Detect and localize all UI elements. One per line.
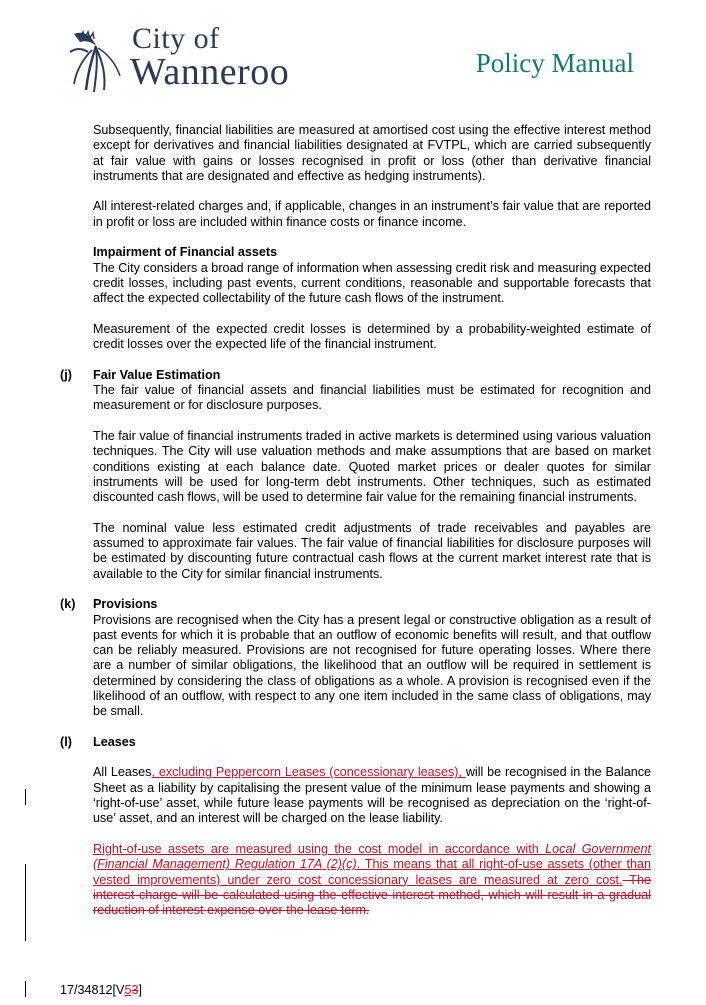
change-bar — [25, 789, 26, 805]
right-of-use-paragraph — [93, 842, 651, 918]
paragraph: The fair value of financial instruments traded in active markets is determined using various valuation techniques. The City will use valuation methods and make assumptions that are based on market conditions existing at each balance date. Quoted market prices or dealer quotes for similar instruments will be used for long-term debt instruments. Other techniques, such as estimated discounted cash flows, will be used to determine fair value for the remaining financial instruments. — [93, 428, 651, 505]
logo-wanneroo-text: Wanneroo — [130, 51, 290, 93]
paragraph: All interest-related charges and, if applicable, changes in an instrument’s fair value that are reported in profit or loss are included within finance costs or finance income. — [93, 199, 651, 229]
section-j — [60, 367, 651, 582]
deleted-version: 3 — [131, 983, 139, 997]
paragraph: Provisions are recognised when the City has a present legal or constructive obligation as a result of past events for which it is probable that an outflow of economic benefits will result, and that outflow can be reliably measured. Provisions are not recognised for future operating losses. Where there are a number of similar obligations, the likelihood that an outflow will be required in settlement is determined by considering the class of obligations as a whole. A provision is recognised even if the likelihood of an outflow, with respect to any one item included in the same class of obligations, may be small. — [93, 612, 651, 719]
city-of-wanneroo-logo — [62, 22, 302, 96]
section-k — [60, 597, 651, 719]
inserted-text: . This means that all right-of-use assets (other than vested improvements) under zero cost concessionary leases are measured at zero cost. — [93, 857, 651, 887]
deleted-text: The interest charge will be calculated using the effective interest method, which will result in a gradual reduction of interest expense over the lease term. — [93, 872, 651, 918]
doc-ref-prefix: 17/34812[V — [60, 983, 125, 997]
paragraph: Subsequently, financial liabilities are measured at amortised cost using the effective interest method except for derivatives and financial liabilities designated at FVTPL, which are carried subsequently at fair value with gains or losses recognised in profit or loss (other than derivative financial instruments that are designated and effective as hedging instruments). — [93, 123, 651, 183]
inserted-italic-text: Local Government (Financial Management) Regulation 17A (2)(c) — [93, 841, 651, 872]
section-l — [60, 734, 652, 919]
paragraph: The City considers a broad range of information when assessing credit risk and measuring expected credit losses, including past events, current conditions, reasonable and supportable forecasts that affect the expected collectability of the future cash flows of the instrument. — [93, 260, 651, 306]
section-heading: Provisions — [93, 597, 158, 612]
banksia-plant-icon — [62, 26, 132, 96]
document-reference — [60, 983, 142, 997]
change-bar — [25, 864, 26, 941]
inserted-text: , excluding Peppercorn Leases (concessionary leases), — [151, 765, 466, 780]
section-label: (j) — [60, 367, 72, 382]
text-run: will be recognised in the Balance Sheet as a liability by capitalising the present value of the minimum lease payments and showing a ‘right-of-use’ asset, while future lease payments will be recognised as depreciation on the ‘right-of-use’ asset, and an interest will be charged on the lease liability. — [93, 765, 652, 826]
section-label: (l) — [60, 734, 72, 749]
inserted-version: 5 — [124, 983, 132, 997]
section-heading: Fair Value Estimation — [93, 367, 221, 382]
paragraph: The fair value of financial assets and financial liabilities must be estimated for recognition and measurement or for disclosure purposes. — [93, 383, 651, 413]
logo-city-of-text: City of — [132, 22, 220, 55]
text-run: All Leases — [93, 765, 152, 780]
inserted-text: Right-of-use assets are measured using the cost model in accordance with — [93, 841, 546, 856]
section-label: (k) — [60, 597, 76, 612]
paragraph: The nominal value less estimated credit adjustments of trade receivables and payables are assumed to approximate fair values. The fair value of financial liabilities for disclosure purposes will be estimated by discounting future contractual cash flows at the current market interest rate that is available to the City for similar financial instruments. — [93, 520, 651, 581]
impairment-heading: Impairment of Financial assets — [93, 245, 278, 260]
section-heading: Leases — [93, 734, 136, 749]
change-bar — [25, 981, 26, 997]
policy-manual-title: Policy Manual — [475, 48, 634, 78]
doc-ref-suffix: ] — [138, 983, 142, 997]
page-header — [0, 0, 706, 110]
paragraph: Measurement of the expected credit losses is determined by a probability-weighted estimate of credit losses over the expected life of the financial instrument. — [93, 321, 651, 352]
document-body — [60, 123, 652, 934]
leases-paragraph — [93, 765, 651, 826]
